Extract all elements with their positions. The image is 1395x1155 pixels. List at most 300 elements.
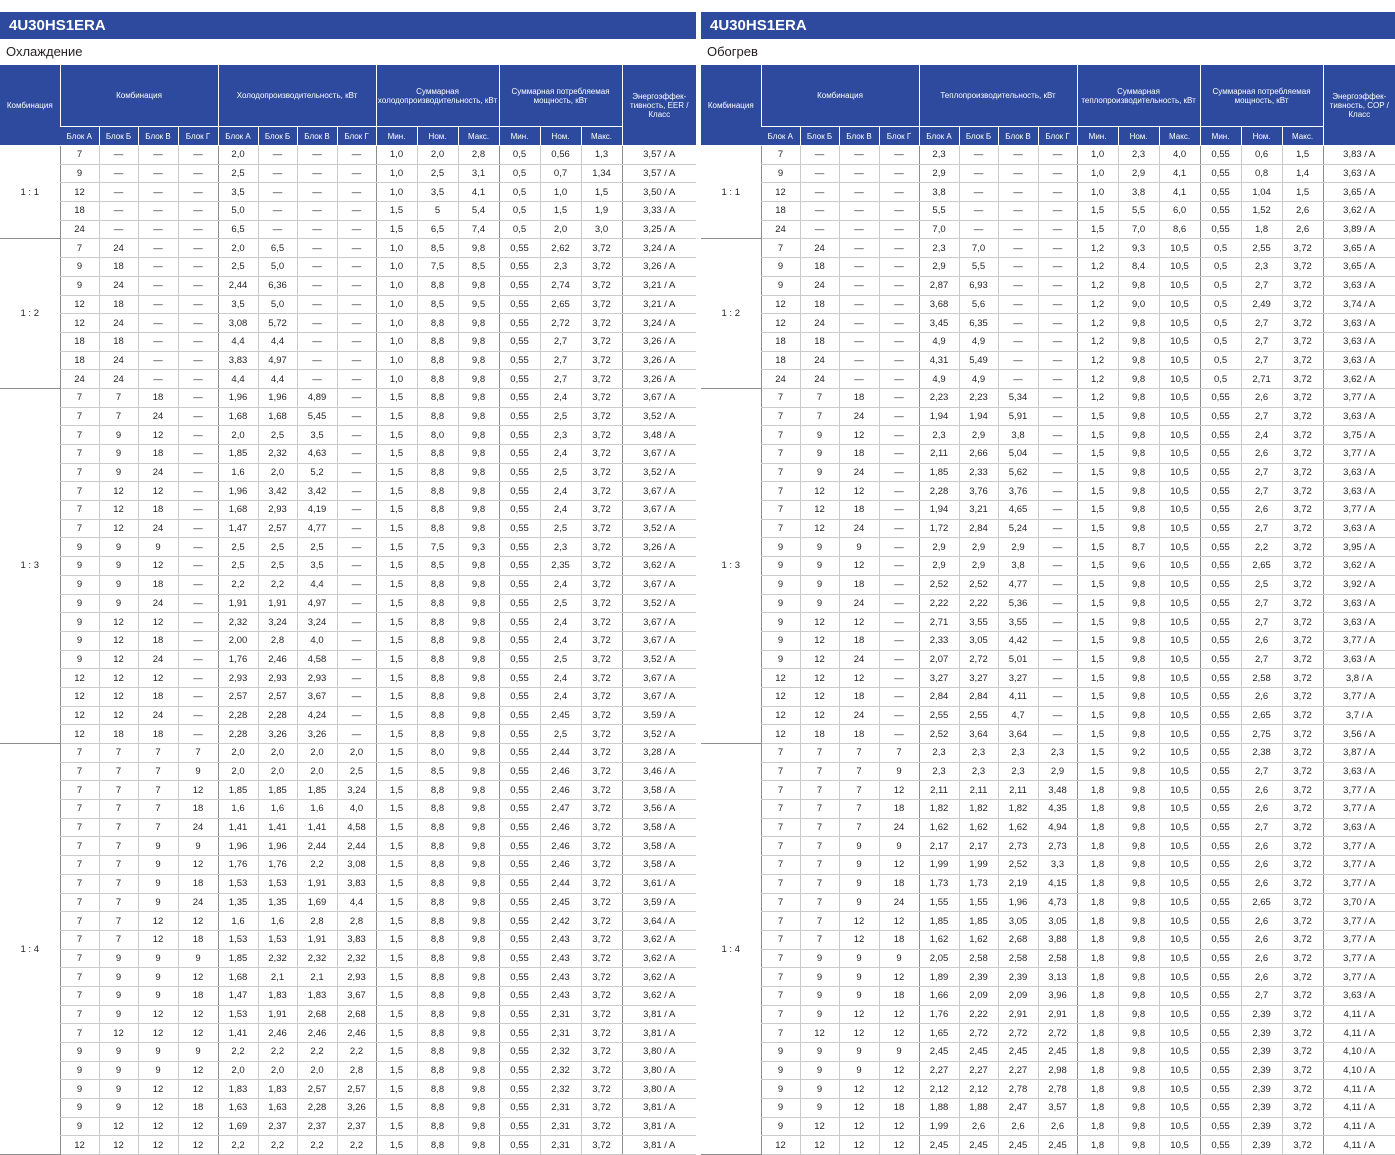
table-cell: 9 (99, 426, 138, 445)
table-cell: — (1038, 557, 1077, 576)
table-cell: 1,73 (919, 874, 959, 893)
block-a-header: Блок А (761, 127, 800, 146)
table-cell: 9,8 (458, 239, 499, 258)
table-cell: 2,0 (540, 220, 581, 239)
table-cell: 1,8 (1077, 800, 1118, 819)
table-cell: 7 (800, 856, 839, 875)
table-cell: 2,4 (540, 687, 581, 706)
table-cell: 1,2 (1077, 332, 1118, 351)
table-row (0, 1061, 696, 1080)
table-row (0, 239, 696, 258)
table-cell: 9 (839, 986, 879, 1005)
table-cell: 2,87 (919, 276, 959, 295)
table-cell: 2,3 (919, 426, 959, 445)
table-cell: 1,04 (1241, 183, 1282, 202)
table-cell: 24 (99, 239, 138, 258)
table-cell: 9 (839, 874, 879, 893)
table-cell: 18 (99, 295, 138, 314)
table-cell: 2,66 (959, 445, 998, 464)
table-cell: 2,8 (337, 1061, 376, 1080)
table-cell: 4,42 (998, 631, 1038, 650)
table-cell: 8,8 (417, 912, 458, 931)
table-cell: 2,27 (919, 1061, 959, 1080)
table-cell: 2,44 (540, 744, 581, 763)
table-cell: 10,5 (1159, 482, 1200, 501)
table-cell: 5,4 (458, 202, 499, 221)
block-b-header: Блок Б (959, 127, 998, 146)
table-cell: 9,8 (1118, 725, 1159, 744)
table-cell: 24 (839, 407, 879, 426)
table-cell: 2,47 (540, 800, 581, 819)
table-cell: 9 (800, 1080, 839, 1099)
table-cell: 1,91 (297, 874, 337, 893)
table-row (701, 986, 1395, 1005)
table-cell: 1,2 (1077, 295, 1118, 314)
table-cell: 1,96 (218, 388, 258, 407)
table-cell: 8,8 (417, 445, 458, 464)
table-cell: 2,39 (1241, 1043, 1282, 1062)
table-row (0, 986, 696, 1005)
table-cell: 0,55 (499, 1024, 540, 1043)
table-cell: 9 (99, 538, 138, 557)
table-cell: 3,72 (581, 893, 622, 912)
table-cell: 9,8 (1118, 332, 1159, 351)
table-cell: 7 (60, 1024, 99, 1043)
table-cell: 24 (99, 276, 138, 295)
table-cell: 0,55 (1200, 501, 1241, 520)
table-cell: 3,72 (581, 986, 622, 1005)
table-cell: 9,3 (1118, 239, 1159, 258)
table-cell: 1,2 (1077, 388, 1118, 407)
table-cell: 3,72 (1282, 332, 1323, 351)
table-cell: 9 (800, 1061, 839, 1080)
table-cell: 7 (761, 949, 800, 968)
table-cell: 4,1 (1159, 164, 1200, 183)
table-row (0, 631, 696, 650)
table-cell: 2,2 (1241, 538, 1282, 557)
table-cell: 3,72 (581, 631, 622, 650)
table-cell: 12 (839, 613, 879, 632)
table-cell: 2,46 (540, 837, 581, 856)
table-cell: 2,4 (540, 613, 581, 632)
table-cell: 1,5 (376, 800, 417, 819)
table-cell: 2,7 (1241, 482, 1282, 501)
table-cell: 3,27 (959, 669, 998, 688)
table-cell: — (337, 295, 376, 314)
table-cell: 2,6 (1241, 874, 1282, 893)
table-cell: 3,67 / A (622, 631, 696, 650)
table-cell: 7 (761, 463, 800, 482)
table-cell: — (337, 164, 376, 183)
combination-group-label: 1 : 3 (701, 388, 761, 743)
table-cell: 2,45 (540, 893, 581, 912)
table-cell: 2,43 (540, 986, 581, 1005)
table-cell: 9 (800, 426, 839, 445)
table-cell: — (178, 445, 218, 464)
table-cell: 2,75 (1241, 725, 1282, 744)
table-cell: 1,34 (581, 164, 622, 183)
table-cell: 12 (99, 1024, 138, 1043)
table-cell: 7 (60, 968, 99, 987)
table-cell: 3,72 (581, 445, 622, 464)
table-cell: — (1038, 482, 1077, 501)
table-cell: 1,5 (376, 725, 417, 744)
table-cell: 2,33 (959, 463, 998, 482)
table-cell: 3,56 / A (1323, 725, 1395, 744)
table-cell: — (337, 202, 376, 221)
table-cell: 1,0 (376, 370, 417, 389)
table-cell: — (138, 314, 178, 333)
table-cell: — (1038, 407, 1077, 426)
block-a-header: Блок А (919, 127, 959, 146)
table-cell: 0,55 (499, 762, 540, 781)
table-row (701, 314, 1395, 333)
table-cell: 10,5 (1159, 463, 1200, 482)
table-cell: 2,31 (540, 1024, 581, 1043)
table-cell: 9,8 (1118, 426, 1159, 445)
table-cell: — (138, 258, 178, 277)
table-cell: 12 (60, 706, 99, 725)
table-cell: 24 (839, 519, 879, 538)
table-cell: 3,26 / A (622, 332, 696, 351)
table-row (0, 351, 696, 370)
table-cell: 2,0 (337, 744, 376, 763)
table-cell: 2,3 (540, 258, 581, 277)
table-cell: 2,1 (297, 968, 337, 987)
table-row (0, 725, 696, 744)
table-cell: 3,77 / A (1323, 912, 1395, 931)
table-cell: 1,69 (297, 893, 337, 912)
table-cell: 9,8 (458, 351, 499, 370)
table-cell: 2,2 (258, 575, 297, 594)
table-cell: 1,94 (959, 407, 998, 426)
table-cell: 18 (761, 332, 800, 351)
table-cell: 3,62 / A (622, 968, 696, 987)
table-cell: 12 (178, 856, 218, 875)
table-cell: 2,2 (297, 1043, 337, 1062)
table-cell: 18 (839, 575, 879, 594)
table-cell: 12 (879, 1061, 919, 1080)
table-row (0, 463, 696, 482)
table-cell: 3,75 / A (1323, 426, 1395, 445)
table-cell: 9 (138, 1043, 178, 1062)
table-cell: 1,63 (258, 1099, 297, 1118)
table-cell: 1,8 (1077, 1024, 1118, 1043)
table-cell: 3,59 / A (622, 706, 696, 725)
table-cell: 2,7 (540, 351, 581, 370)
table-cell: 2,72 (540, 314, 581, 333)
table-cell: — (178, 687, 218, 706)
table-cell: 4,15 (1038, 874, 1077, 893)
table-row (701, 744, 1395, 763)
table-cell: 3,63 / A (1323, 314, 1395, 333)
table-cell: 9 (60, 1099, 99, 1118)
table-cell: 1,96 (258, 388, 297, 407)
table-cell: 7 (800, 407, 839, 426)
table-row (0, 912, 696, 931)
table-cell: 2,37 (297, 1117, 337, 1136)
table-cell: 7 (60, 1005, 99, 1024)
table-cell: 3,72 (1282, 818, 1323, 837)
table-cell: 2,46 (258, 650, 297, 669)
table-cell: — (800, 146, 839, 165)
table-cell: 3,72 (581, 613, 622, 632)
table-cell: — (1038, 706, 1077, 725)
table-cell: 8,4 (1118, 258, 1159, 277)
table-cell: 3,61 / A (622, 874, 696, 893)
table-cell: 6,5 (218, 220, 258, 239)
table-cell: 2,46 (540, 856, 581, 875)
table-cell: — (297, 295, 337, 314)
table-cell: 3,27 (919, 669, 959, 688)
table-cell: 8,8 (417, 332, 458, 351)
table-cell: — (337, 258, 376, 277)
table-cell: 7 (800, 874, 839, 893)
table-cell: 0,55 (1200, 706, 1241, 725)
table-cell: 2,5 (218, 258, 258, 277)
table-cell: 7 (60, 856, 99, 875)
table-cell: 9 (800, 445, 839, 464)
table-cell: 0,55 (1200, 744, 1241, 763)
table-cell: 9 (60, 575, 99, 594)
table-cell: 9 (99, 463, 138, 482)
table-cell: 4,4 (337, 893, 376, 912)
table-cell: 1,6 (258, 800, 297, 819)
nom-header: Ном. (1241, 127, 1282, 146)
table-cell: 3,8 (1118, 183, 1159, 202)
table-cell: 9 (60, 1080, 99, 1099)
table-cell: 10,5 (1159, 613, 1200, 632)
table-cell: 3,52 / A (622, 407, 696, 426)
table-cell: 18 (60, 351, 99, 370)
table-cell: 2,7 (540, 370, 581, 389)
table-cell: — (178, 239, 218, 258)
table-cell: 2,8 (258, 631, 297, 650)
table-cell: 9,8 (1118, 613, 1159, 632)
table-cell: 3,72 (581, 407, 622, 426)
table-cell: 4,77 (297, 519, 337, 538)
table-cell: 3,72 (1282, 762, 1323, 781)
table-cell: 3,5 (218, 183, 258, 202)
table-cell: 2,7 (1241, 762, 1282, 781)
table-cell: 2,5 (337, 762, 376, 781)
table-cell: 24 (839, 650, 879, 669)
table-cell: 2,91 (1038, 1005, 1077, 1024)
table-row (701, 762, 1395, 781)
table-cell: 2,22 (959, 594, 998, 613)
table-cell: 1,5 (376, 930, 417, 949)
table-cell: 1,5 (376, 445, 417, 464)
table-cell: — (1038, 332, 1077, 351)
table-cell: 1,99 (919, 1117, 959, 1136)
table-cell: 2,6 (1241, 445, 1282, 464)
table-cell: 0,55 (499, 912, 540, 931)
table-cell: 9 (839, 1043, 879, 1062)
table-cell: 9,8 (458, 744, 499, 763)
table-cell: 12 (839, 1099, 879, 1118)
table-cell: — (337, 669, 376, 688)
combination-column-header: Комбинация (0, 65, 60, 146)
table-cell: 12 (138, 1005, 178, 1024)
table-cell: — (337, 538, 376, 557)
table-cell: 7 (60, 949, 99, 968)
table-cell: 0,55 (499, 687, 540, 706)
table-cell: 10,5 (1159, 631, 1200, 650)
table-cell: — (1038, 314, 1077, 333)
table-cell: 6,93 (959, 276, 998, 295)
table-cell: 1,91 (258, 1005, 297, 1024)
table-cell: — (1038, 501, 1077, 520)
table-cell: 9,8 (1118, 687, 1159, 706)
capacity-header: Теплопроизводительность, кВт (919, 65, 1077, 127)
table-cell: 2,9 (998, 538, 1038, 557)
table-cell: 24 (138, 519, 178, 538)
table-cell: 0,55 (499, 407, 540, 426)
combination-header: Комбинация (761, 65, 919, 127)
table-cell: 9 (800, 1099, 839, 1118)
table-row (701, 426, 1395, 445)
table-cell: 7 (60, 407, 99, 426)
table-cell: 1,89 (919, 968, 959, 987)
table-cell: 1,8 (1077, 856, 1118, 875)
table-cell: 4,4 (258, 332, 297, 351)
table-cell: 7 (761, 986, 800, 1005)
table-row (0, 968, 696, 987)
table-cell: 3,65 / A (1323, 258, 1395, 277)
table-cell: 3,67 / A (622, 388, 696, 407)
table-cell: 3,72 (1282, 445, 1323, 464)
table-cell: — (178, 557, 218, 576)
table-cell: 9,8 (1118, 1080, 1159, 1099)
table-cell: 9 (761, 258, 800, 277)
table-cell: 3,77 / A (1323, 388, 1395, 407)
table-cell: 1,5 (376, 1061, 417, 1080)
table-cell: — (178, 538, 218, 557)
table-cell: 1,8 (1077, 837, 1118, 856)
table-row (0, 1117, 696, 1136)
table-cell: — (138, 183, 178, 202)
table-row (0, 1043, 696, 1062)
table-cell: 12 (879, 912, 919, 931)
table-cell: 0,55 (1200, 183, 1241, 202)
table-cell: 9 (178, 762, 218, 781)
table-cell: 1,5 (1077, 482, 1118, 501)
table-cell: — (800, 183, 839, 202)
table-cell: 2,32 (540, 1080, 581, 1099)
table-cell: 1,85 (919, 463, 959, 482)
table-cell: 2,93 (297, 669, 337, 688)
table-cell: 24 (138, 650, 178, 669)
table-cell: 0,5 (499, 164, 540, 183)
table-cell: 2,7 (1241, 407, 1282, 426)
table-cell: 2,55 (1241, 239, 1282, 258)
table-cell: — (879, 538, 919, 557)
table-cell: 3,72 (581, 1005, 622, 1024)
table-cell: 18 (138, 575, 178, 594)
table-cell: 3,24 (297, 613, 337, 632)
table-cell: 3,77 / A (1323, 949, 1395, 968)
table-cell: 7,0 (959, 239, 998, 258)
table-cell: 12 (761, 314, 800, 333)
table-cell: 9,8 (458, 949, 499, 968)
table-cell: 7 (761, 388, 800, 407)
table-row (0, 220, 696, 239)
table-cell: 12 (138, 1024, 178, 1043)
table-cell: 10,5 (1159, 968, 1200, 987)
table-cell: — (1038, 631, 1077, 650)
table-cell: 9,8 (1118, 463, 1159, 482)
table-cell: 7 (99, 818, 138, 837)
table-cell: 3,88 (1038, 930, 1077, 949)
table-cell: 12 (60, 725, 99, 744)
table-cell: 0,55 (499, 388, 540, 407)
table-cell: 12 (879, 968, 919, 987)
table-cell: 1,6 (218, 912, 258, 931)
table-cell: 2,6 (1241, 388, 1282, 407)
block-g-header: Блок Г (178, 127, 218, 146)
table-cell: 12 (99, 1136, 138, 1155)
table-cell: 1,5 (376, 986, 417, 1005)
table-cell: 9 (99, 1080, 138, 1099)
max-header: Макс. (458, 127, 499, 146)
table-cell: 7 (60, 912, 99, 931)
table-cell: 2,4 (540, 669, 581, 688)
table-row (0, 837, 696, 856)
table-cell: 10,5 (1159, 538, 1200, 557)
table-cell: 18 (839, 687, 879, 706)
table-cell: — (178, 463, 218, 482)
table-cell: 8,8 (417, 594, 458, 613)
table-cell: — (178, 295, 218, 314)
table-cell: 3,72 (581, 239, 622, 258)
table-cell: 12 (99, 519, 138, 538)
table-cell: 1,85 (218, 781, 258, 800)
table-cell: 1,83 (258, 986, 297, 1005)
table-cell: 3,72 (1282, 1061, 1323, 1080)
table-cell: 1,5 (376, 1043, 417, 1062)
table-cell: 1,94 (919, 501, 959, 520)
table-cell: 7 (761, 762, 800, 781)
table-cell: 0,55 (499, 1099, 540, 1118)
table-cell: 10,5 (1159, 1117, 1200, 1136)
table-cell: 9,8 (458, 725, 499, 744)
table-cell: 7 (761, 1005, 800, 1024)
table-cell: 9 (761, 1117, 800, 1136)
table-row (701, 519, 1395, 538)
table-cell: 7 (761, 837, 800, 856)
table-cell: 2,0 (218, 1061, 258, 1080)
table-cell: 2,7 (1241, 594, 1282, 613)
table-cell: 24 (178, 893, 218, 912)
table-cell: 9 (138, 949, 178, 968)
table-row (701, 407, 1395, 426)
table-cell: 7 (99, 893, 138, 912)
table-cell: 2,68 (998, 930, 1038, 949)
table-cell: 3,72 (581, 1043, 622, 1062)
table-cell: 2,32 (540, 1061, 581, 1080)
table-cell: 1,5 (1282, 146, 1323, 165)
table-cell: 18 (178, 874, 218, 893)
table-cell: 7 (178, 744, 218, 763)
table-cell: 9,8 (1118, 1061, 1159, 1080)
table-cell: 1,5 (1077, 687, 1118, 706)
table-cell: 3,05 (1038, 912, 1077, 931)
table-cell: 9 (60, 594, 99, 613)
table-row (701, 220, 1395, 239)
table-cell: — (337, 482, 376, 501)
table-cell: 4,10 / A (1323, 1061, 1395, 1080)
table-cell: 1,2 (1077, 314, 1118, 333)
